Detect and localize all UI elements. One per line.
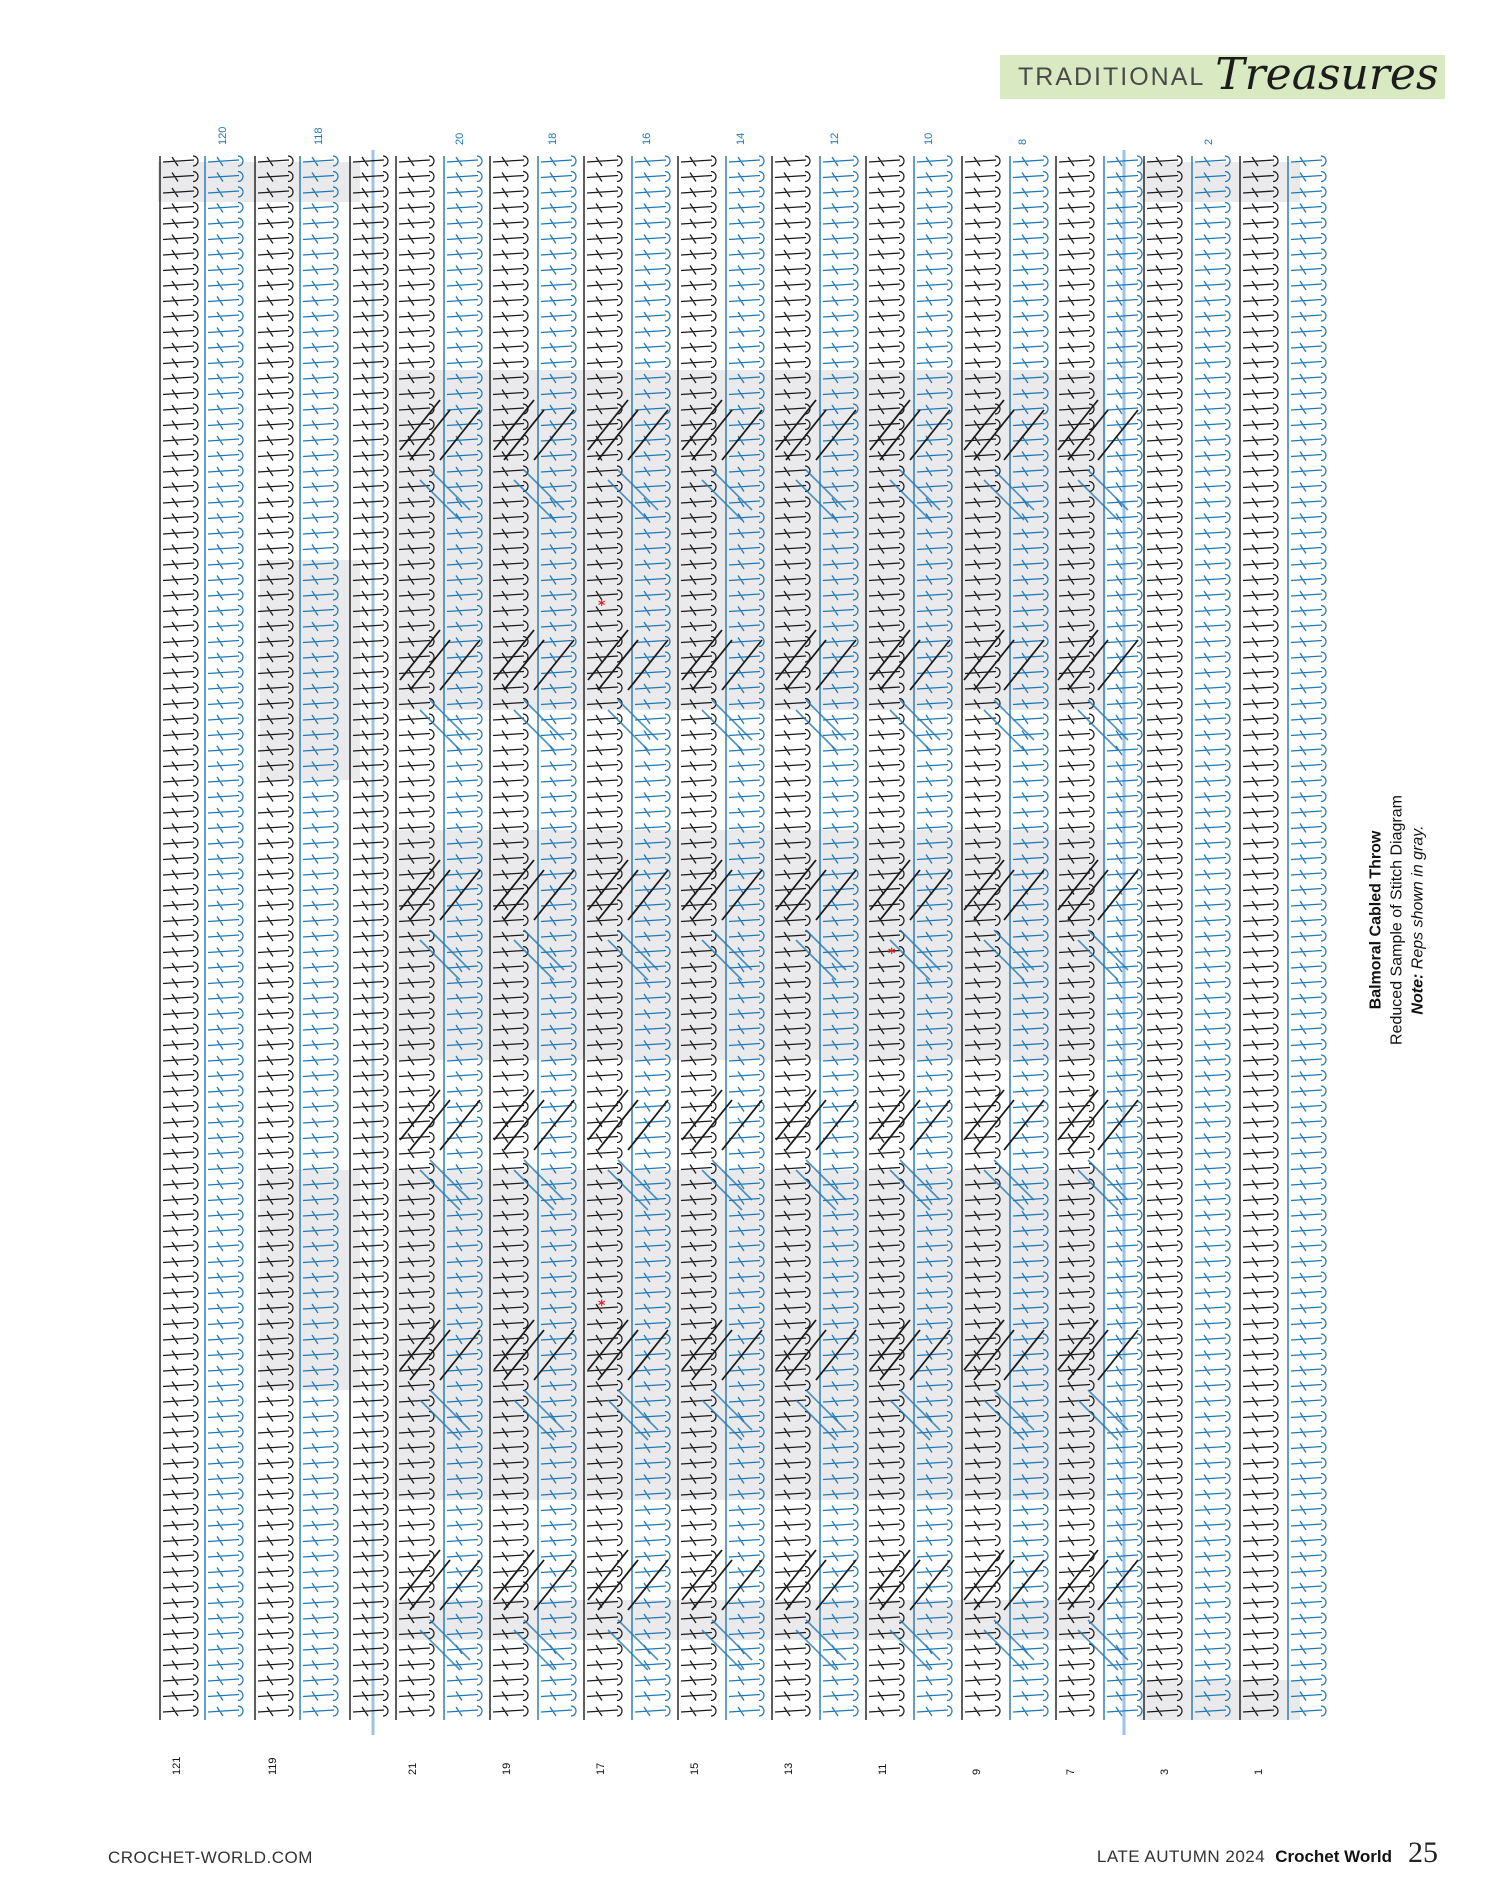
footer-issue-info [1097, 1836, 1438, 1870]
repeat-shading [260, 1170, 360, 1390]
row-number-bottom: 9 [971, 1768, 983, 1775]
cable-stitch [494, 1090, 574, 1150]
diagram-note [1408, 795, 1429, 1045]
chain-loops [193, 156, 198, 1716]
marker-star: * [598, 1298, 606, 1314]
diagram-title: Balmoral Cabled Throw [1367, 830, 1385, 1010]
footer-website: CROCHET-WORLD.COM [108, 1848, 313, 1867]
stitch-row [1243, 157, 1274, 1716]
cable-stitch [776, 1090, 856, 1150]
diagram-caption [1366, 795, 1429, 1045]
stitch-row [1147, 157, 1178, 1716]
stitch-row [303, 157, 334, 1716]
chain-loops [383, 156, 388, 1716]
row-number-top: 14 [735, 132, 747, 145]
chain-loops [1137, 156, 1142, 1716]
row-number-bottom: 1 [1253, 1768, 1265, 1775]
diagram-note-text: Reps shown in gray. [1409, 825, 1427, 970]
marker-star: * [888, 946, 896, 962]
chain-loops [1225, 156, 1230, 1716]
row-number-bottom: 121 [171, 1756, 183, 1775]
row-number-top: 18 [547, 132, 559, 145]
row-number-top: 10 [923, 132, 935, 145]
row-number-top: 120 [217, 126, 229, 145]
chain-loops [1177, 156, 1182, 1716]
row-number-bottom: 21 [407, 1762, 419, 1775]
row-number-top: 16 [641, 132, 653, 145]
row-number-top: 8 [1017, 138, 1029, 145]
marker-star: * [598, 598, 606, 614]
footer-magazine: Crochet World [1275, 1847, 1392, 1866]
cable-stitch [400, 1090, 480, 1150]
repeat-shading [158, 162, 360, 202]
row-number-top: 2 [1203, 138, 1215, 145]
stitch-row [258, 157, 289, 1716]
section-badge-word: TRADITIONAL [1018, 62, 1206, 91]
row-number-bottom: 7 [1065, 1768, 1077, 1775]
stitch-row [353, 157, 384, 1716]
stitch-row [1291, 157, 1322, 1716]
chain-loops [1273, 156, 1278, 1716]
diagram-subtitle: Reduced Sample of Stitch Diagram [1388, 795, 1406, 1045]
row-number-top: 12 [829, 132, 841, 145]
page-number: 25 [1408, 1836, 1438, 1869]
section-badge-script: Treasures [1215, 48, 1439, 100]
stitch-row [1195, 157, 1226, 1716]
cable-stitch [588, 1090, 668, 1150]
row-number-top: 20 [454, 132, 466, 145]
stitch-row [208, 157, 239, 1716]
row-number-bottom: 19 [501, 1762, 513, 1775]
row-number-bottom: 13 [783, 1762, 795, 1775]
cable-stitch [682, 1090, 762, 1150]
chain-loops [1321, 156, 1326, 1716]
chain-loops [288, 156, 293, 1716]
row-number-bottom: 3 [1159, 1768, 1171, 1775]
row-number-bottom: 15 [689, 1762, 701, 1775]
diagram-panel-right-edge [1144, 156, 1326, 1720]
row-number-top: 118 [313, 127, 325, 145]
footer-issue: LATE AUTUMN 2024 [1096, 1847, 1266, 1866]
chain-loops [333, 156, 338, 1716]
chain-loops [238, 156, 243, 1716]
diagram-note-label: Note: [1409, 973, 1427, 1015]
row-number-bottom: 119 [267, 1757, 279, 1775]
cable-stitch [870, 1090, 950, 1150]
stitch-row [163, 157, 194, 1716]
row-number-bottom: 11 [877, 1763, 889, 1775]
repeat-shading [260, 560, 360, 780]
row-number-bottom: 17 [595, 1762, 607, 1775]
diagram-panel-left-edge [160, 156, 388, 1720]
